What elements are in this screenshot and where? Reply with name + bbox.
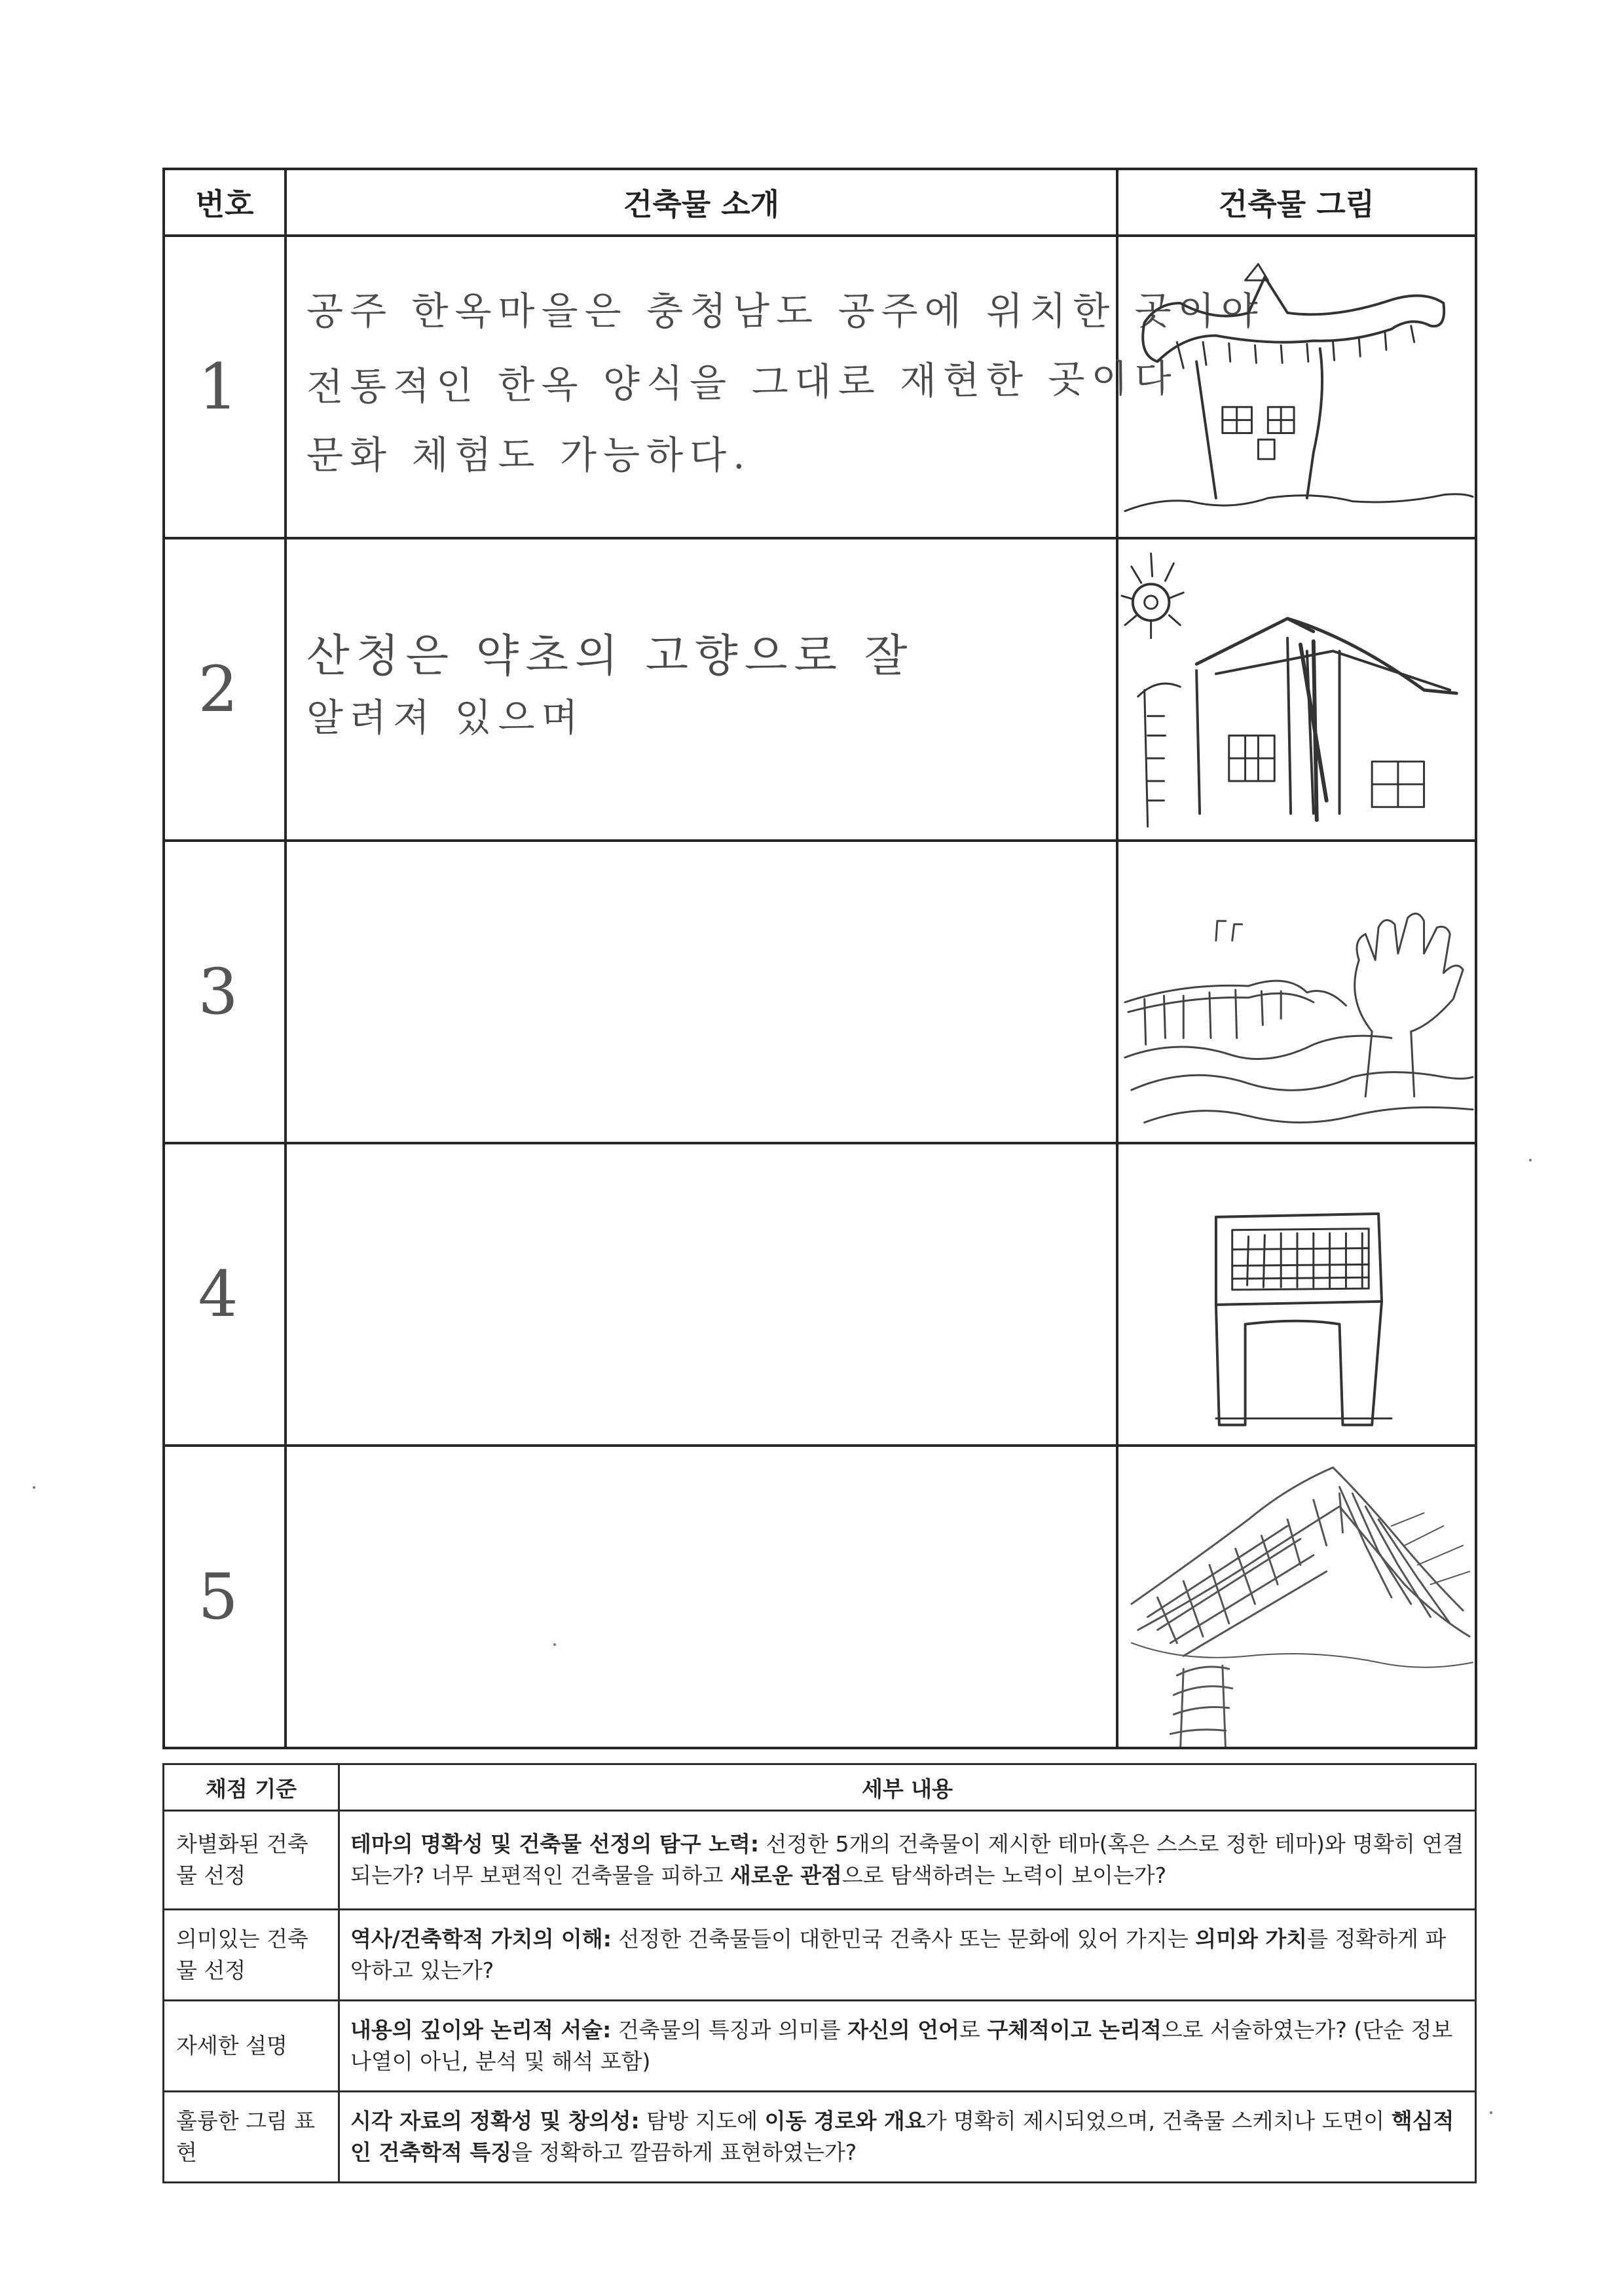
gate-sketch-icon (1118, 1144, 1475, 1444)
rubric-row (164, 1811, 1476, 1910)
hanok-roof-sketch-icon (1118, 237, 1475, 537)
bridge-net-sketch-icon (1118, 1447, 1475, 1747)
intro-cell[interactable] (286, 236, 1264, 538)
row-number-cell (164, 538, 286, 841)
rubric-detail-text: 탐방 지도에 (639, 2108, 765, 2134)
rubric-detail-bold: 핵심적인 건축학적 특징 (350, 2108, 1454, 2165)
table-row (164, 1446, 1476, 1748)
rubric-detail-bold: 내용의 깊이와 논리적 서술: (350, 2017, 612, 2043)
scan-speck (1529, 1159, 1532, 1161)
rubric-detail-text: 을 정확하고 깔끔하게 표현하였는가? (511, 2140, 857, 2165)
row-number: 2 (198, 653, 238, 726)
row-number-cell (164, 236, 286, 538)
rubric-row (164, 2001, 1476, 2092)
rubric-header-criteria: 채점 기준 (164, 1764, 339, 1811)
rubric-criteria: 차별화된 건축물 선정 (164, 1811, 339, 1910)
rubric-detail-text: 가 명확히 제시되었으며, 건축물 스케치나 도면이 (925, 2108, 1392, 2134)
scan-speck (1490, 2111, 1492, 2114)
rubric-detail (339, 2092, 1476, 2183)
drawing-cell (1117, 1446, 1476, 1748)
handwritten-line: 공주 한옥마을은 충청남도 공주에 위치한 곳이야 (306, 289, 1264, 333)
rubric-detail-text: 로 (959, 2017, 987, 2043)
header-intro: 건축물 소개 (286, 169, 1117, 236)
rubric-detail-bold: 이동 경로와 개요 (764, 2108, 926, 2134)
rubric-detail-bold: 새로운 관점 (730, 1863, 842, 1888)
row-number-cell (164, 1446, 286, 1748)
header-drawing: 건축물 그림 (1117, 169, 1476, 236)
rubric-detail-text: 선정한 5개의 건축물이 제시한 테마(혹은 스스로 정한 테마)와 명확히 연결되는가? 너무 보편적인 건축물을 피하고 (350, 1831, 1464, 1888)
intro-cell[interactable] (286, 538, 1117, 841)
row-number: 1 (198, 350, 238, 424)
row-number-cell (164, 1143, 286, 1446)
rubric-detail-text: 를 정확하게 파악하고 있는가? (350, 1926, 1447, 1983)
rubric-criteria: 자세한 설명 (164, 2001, 339, 2092)
rubric-detail-text: 선정한 건축물들이 대한민국 건축사 또는 문화에 있어 가지는 (611, 1926, 1196, 1952)
building-table-header (164, 169, 1476, 236)
drawing-cell (1117, 841, 1476, 1143)
bridge-waves-tree-sketch-icon (1118, 842, 1475, 1142)
row-number: 4 (198, 1258, 238, 1331)
building-table (162, 168, 1477, 1749)
rubric-detail-text: 건축물의 특징과 의미를 (611, 2017, 848, 2043)
handwritten-line: 전통적인 한옥 양식을 그대로 재현한 곳이다 (306, 355, 1179, 410)
handwritten-line: 산청은 약초의 고향으로 잘 (306, 630, 914, 682)
rubric-detail-bold: 시각 자료의 정확성 및 창의성: (350, 2108, 640, 2134)
drawing-cell (1117, 236, 1476, 538)
rubric-header (164, 1764, 1476, 1811)
intro-cell[interactable] (286, 841, 1117, 1143)
row-number: 5 (198, 1560, 238, 1633)
header-number: 번호 (164, 169, 286, 236)
rubric-detail-bold: 의미와 가치 (1195, 1926, 1308, 1952)
table-row (164, 236, 1476, 538)
handwritten-line: 문화 체험도 가능하다. (306, 433, 752, 477)
table-row (164, 1143, 1476, 1446)
rubric-criteria: 의미있는 건축물 선정 (164, 1910, 339, 2001)
rubric-detail-text: 으로 탐색하려는 노력이 보이는가? (841, 1863, 1167, 1888)
row-number: 3 (198, 955, 238, 1029)
rubric-row (164, 1910, 1476, 2001)
rubric-header-detail: 세부 내용 (339, 1764, 1476, 1811)
table-row (164, 841, 1476, 1143)
drawing-cell (1117, 538, 1476, 841)
scan-speck (553, 1643, 556, 1646)
intro-cell[interactable] (286, 1446, 1117, 1748)
rubric-detail-bold: 테마의 명확성 및 건축물 선정의 탐구 노력: (350, 1831, 760, 1857)
rubric-row (164, 2092, 1476, 2183)
rubric-criteria: 훌륭한 그림 표현 (164, 2092, 339, 2183)
table-row (164, 538, 1476, 841)
rubric-detail-bold: 역사/건축학적 가치의 이해: (350, 1926, 612, 1952)
rubric-detail-bold: 구체적이고 논리적 (987, 2017, 1162, 2043)
drawing-cell (1117, 1143, 1476, 1446)
intro-cell[interactable] (286, 1143, 1117, 1446)
rubric-detail-text: 으로 서술하였는가? (단순 정보 나열이 아닌, 분석 및 해석 포함) (350, 2017, 1453, 2074)
rubric-detail (339, 2001, 1476, 2092)
rubric-detail (339, 1811, 1476, 1910)
sun-and-house-sketch-icon (1118, 539, 1475, 839)
rubric-detail (339, 1910, 1476, 2001)
handwritten-line: 알려져 있으며 (306, 695, 585, 740)
scan-speck (33, 1486, 35, 1489)
row-number-cell (164, 841, 286, 1143)
rubric-table (162, 1763, 1477, 2183)
rubric-detail-bold: 자신의 언어 (847, 2017, 959, 2043)
